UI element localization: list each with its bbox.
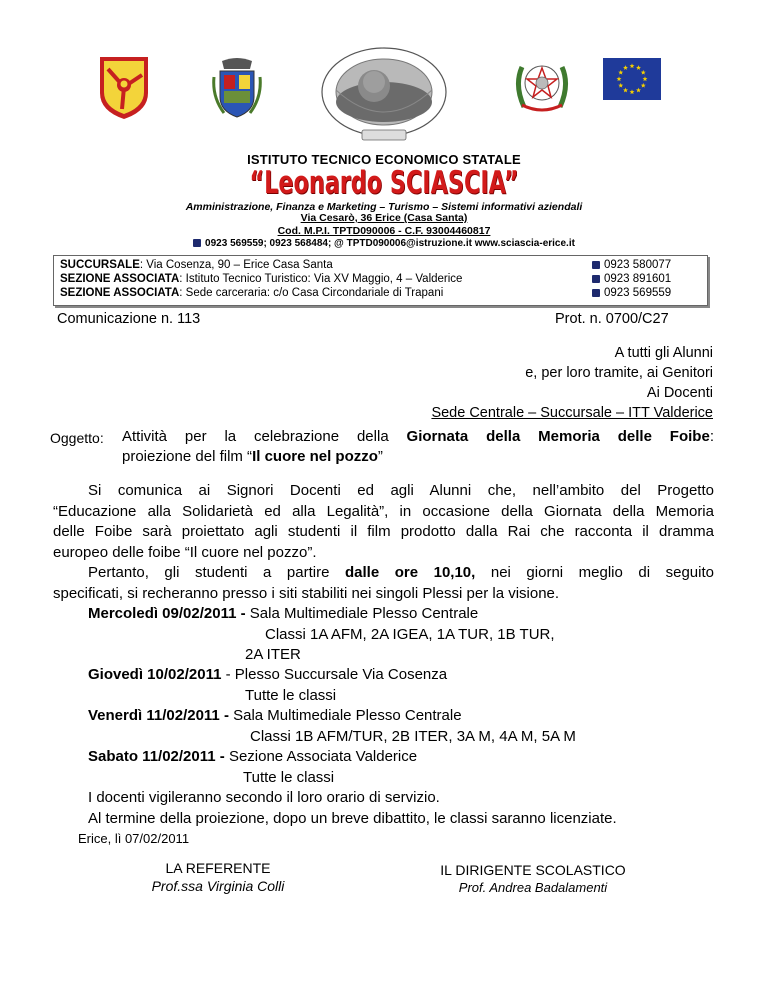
- sede-phone: 0923 580077: [592, 259, 671, 271]
- school-address: Via Cesarò, 36 Erice (Casa Santa): [300, 212, 468, 224]
- closing-line: Al termine della proiezione, dopo un breve dibattito, le classi saranno licenziate.: [88, 810, 617, 827]
- phone-icon: [592, 261, 600, 269]
- sede-line: SUCCURSALE: Via Cosenza, 90 – Erice Casa Santa: [60, 259, 333, 271]
- sede-line: SEZIONE ASSOCIATA: Sede carceraria: c/o Casa Circondariale di Trapani: [60, 287, 444, 299]
- paragraph-line: “Educazione alla Solidarietà ed alla Legalità”, in occasione della Giornata della Memoria: [53, 503, 714, 520]
- oggetto-label: Oggetto:: [50, 430, 104, 446]
- sede-line: SEZIONE ASSOCIATA: Istituto Tecnico Turistico: Via XV Maggio, 4 – Valderice: [60, 273, 463, 285]
- schedule-classes: Tutte le classi: [245, 687, 337, 704]
- recipient: A tutti gli Alunni: [614, 345, 713, 361]
- eu-flag: [603, 58, 661, 100]
- schedule-day: Sabato 11/02/2011 - Sezione Associata Valderice: [88, 748, 418, 765]
- schedule-classes: Classi 1B AFM/TUR, 2B ITER, 3A M, 4A M, 5A M: [250, 728, 576, 745]
- province-trapani-logo: [212, 57, 262, 119]
- sede-phone: 0923 569559: [592, 287, 671, 299]
- italian-republic-emblem: [514, 55, 570, 115]
- recipient-sedi: Sede Centrale – Succursale – ITT Valderice: [431, 405, 713, 421]
- recipient: Ai Docenti: [646, 385, 713, 401]
- signature-right-name: Prof. Andrea Badalamenti: [458, 880, 608, 895]
- sicily-region-logo: [98, 55, 150, 121]
- closing-line: I docenti vigileranno secondo il loro orario di servizio.: [88, 789, 440, 806]
- phone-icon: [193, 239, 201, 247]
- schedule-day: Mercoledì 09/02/2011 - Sala Multimediale Plesso Centrale: [88, 605, 479, 622]
- oggetto-line2: proiezione del film “Il cuore nel pozzo”: [122, 448, 383, 465]
- paragraph-line: specificati, si recheranno presso i siti stabiliti nei singoli Plessi per la visione.: [53, 585, 560, 602]
- schedule-classes: 2A ITER: [245, 646, 301, 663]
- school-name: “Leonardo SCIASCIA”: [249, 165, 519, 201]
- comunicazione-number: Comunicazione n. 113: [57, 311, 201, 327]
- schedule-day: Giovedì 10/02/2011 - Plesso Succursale Via Cosenza: [88, 666, 448, 683]
- phone-icon: [592, 289, 600, 297]
- paragraph-line: Pertanto, gli studenti a partire dalle ore 10,10, nei giorni meglio di seguito: [88, 564, 714, 581]
- schedule-day: Venerdì 11/02/2011 - Sala Multimediale Plesso Centrale: [88, 707, 462, 724]
- schedule-classes: Classi 1A AFM, 2A IGEA, 1A TUR, 1B TUR,: [265, 626, 555, 643]
- place-date: Erice, lì 07/02/2011: [78, 831, 190, 846]
- contacts-text: 0923 569559; 0923 568484; @ TPTD090006@istruzione.it www.sciascia-erice.it: [205, 238, 575, 249]
- signature-left-name: Prof.ssa Virginia Colli: [151, 878, 285, 894]
- recipient: e, per loro tramite, ai Genitori: [525, 365, 713, 381]
- paragraph-line: Si comunica ai Signori Docenti ed agli Alunni che, nell’ambito del Progetto: [88, 482, 714, 499]
- paragraph-line: delle Foibe sarà proiettato agli studenti il film prodotto dalla Rai che racconta il dramma: [53, 523, 714, 540]
- paragraph-line: europeo delle foibe “Il cuore nel pozzo”.: [53, 544, 317, 561]
- protocol-number: Prot. n. 0700/C27: [555, 311, 669, 327]
- sede-phone: 0923 891601: [592, 273, 671, 285]
- sedi-box: [53, 255, 708, 306]
- signature-left-title: LA REFERENTE: [165, 860, 271, 876]
- school-contacts: [0, 238, 768, 249]
- oggetto-line1: Attività per la celebrazione della Giornata della Memoria delle Foibe:: [122, 428, 714, 445]
- school-emblem: [316, 44, 452, 144]
- phone-icon: [592, 275, 600, 283]
- schedule-classes: Tutte le classi: [243, 769, 335, 786]
- school-subtitle: Amministrazione, Finanza e Marketing – Turismo – Sistemi informativi aziendali: [185, 201, 583, 213]
- school-type: ISTITUTO TECNICO ECONOMICO STATALE: [247, 152, 521, 167]
- school-codes: Cod. M.P.I. TPTD090006 - C.F. 93004460817: [277, 225, 491, 237]
- signature-right-title: IL DIRIGENTE SCOLASTICO: [440, 862, 626, 878]
